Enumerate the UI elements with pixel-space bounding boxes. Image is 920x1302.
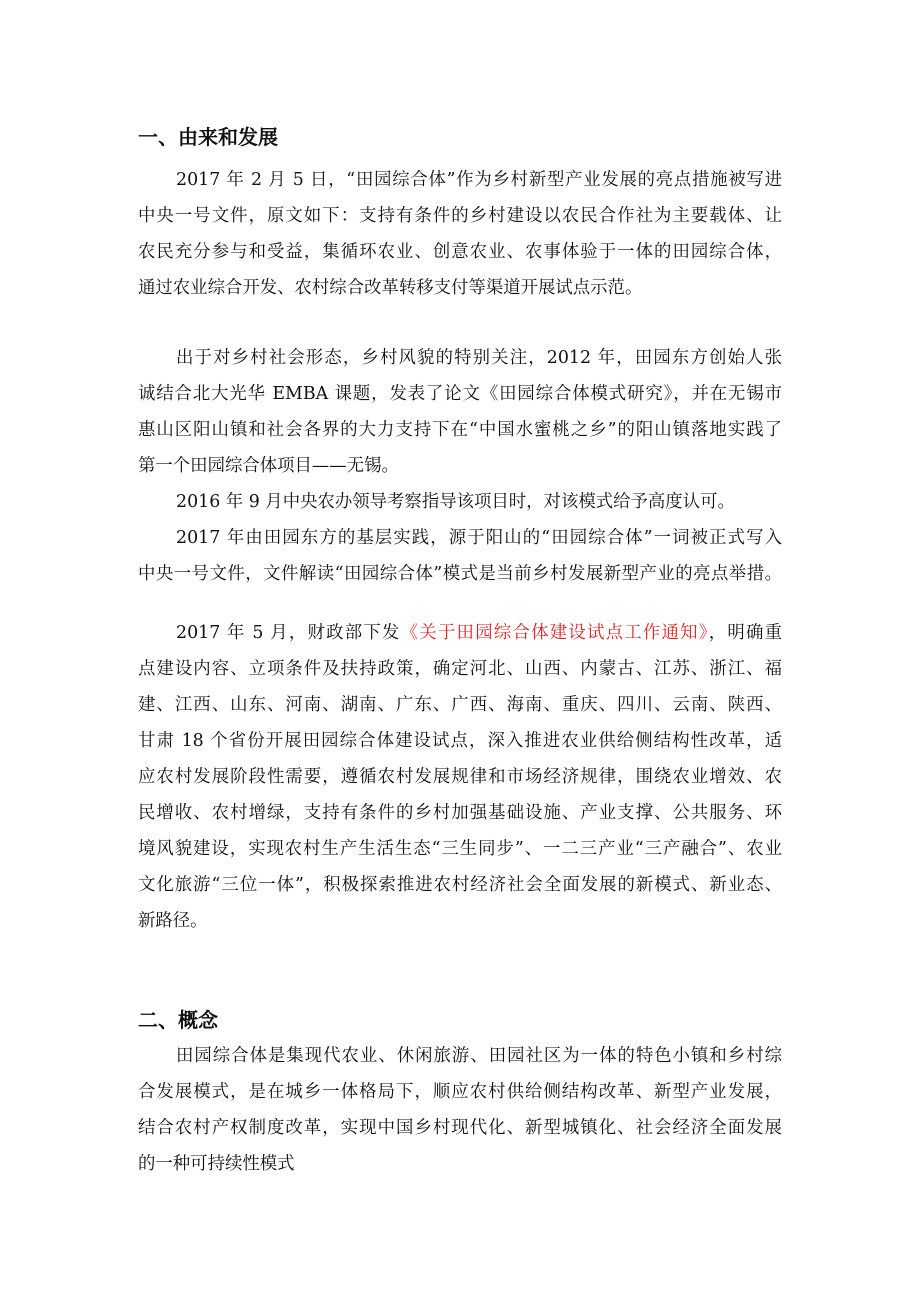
text-line: 甘肃 18 个省份开展田园综合体建设试点，深入推进农业供给侧结构性改革，适 <box>138 731 782 751</box>
text-segment: 2017 年 5 月，财政部下发 <box>176 623 401 643</box>
paragraph <box>138 340 782 484</box>
text-line <box>138 615 782 651</box>
text-line: 结合农村产权制度改革，实现中国乡村现代化、新型城镇化、社会经济全面发展 <box>138 1118 782 1138</box>
text-line: 2017 年 2 月 5 日，“田园综合体”作为乡村新型产业发展的亮点措施被写进 <box>176 170 782 190</box>
text-line: 惠山区阳山镇和社会各界的大力支持下在“中国水蜜桃之乡”的阳山镇落地实践了 <box>138 420 782 440</box>
text-line: 第一个田园综合体项目——无锡。 <box>138 456 399 476</box>
text-line: 点建设内容、立项条件及扶持政策，确定河北、山西、内蒙古、江苏、浙江、福 <box>138 659 782 679</box>
text-line: 境风貌建设，实现农村生产生活生态“三生同步”、一二三产业“三产融合”、农业 <box>138 839 782 859</box>
paragraph <box>138 615 782 939</box>
text-line: 诚结合北大光华 EMBA 课题，发表了论文《田园综合体模式研究》，并在无锡市 <box>138 384 782 404</box>
notice-title-link[interactable]: 《关于田园综合体建设试点工作通知》 <box>400 623 709 643</box>
text-line: 建、江西、山东、河南、湖南、广东、广西、海南、重庆、四川、云南、陕西、 <box>138 695 782 715</box>
document-body <box>138 119 782 1182</box>
text-line: 文化旅游“三位一体”，积极探索推进农村经济社会全面发展的新模式、新业态、 <box>138 875 782 895</box>
text-line: 通过农业综合开发、农村综合改革转移支付等渠道开展试点示范。 <box>138 278 643 298</box>
text-line: 新路径。 <box>138 911 208 931</box>
text-line: 民增收、农村增绿，支持有条件的乡村加强基础设施、产业支撑、公共服务、环 <box>138 803 782 823</box>
text-line: 2017 年由田园东方的基层实践，源于阳山的“田园综合体”一词被正式写入 <box>176 528 782 548</box>
paragraph <box>138 1038 782 1182</box>
text-line: 的一种可持续性模式 <box>138 1154 295 1174</box>
text-line: 中央一号文件，文件解读“田园综合体”模式是当前乡村发展新型产业的亮点举措。 <box>138 564 782 584</box>
text-line: 应农村发展阶段性需要，遵循农村发展规律和市场经济规律，围绕农业增效、农 <box>138 767 782 787</box>
text-line: 合发展模式，是在城乡一体格局下，顺应农村供给侧结构改革、新型产业发展， <box>138 1082 782 1102</box>
paragraph <box>138 520 782 592</box>
section-heading: 一、由来和发展 <box>138 125 278 149</box>
text-segment: ，明确重 <box>708 623 782 643</box>
paragraph <box>138 484 782 520</box>
text-line: 出于对乡村社会形态，乡村风貌的特别关注，2012 年，田园东方创始人张 <box>176 348 782 368</box>
text-line: 田园综合体是集现代农业、休闲旅游、田园社区为一体的特色小镇和乡村综 <box>176 1046 782 1066</box>
section-heading: 二、概念 <box>138 1008 218 1032</box>
text-line: 中央一号文件，原文如下：支持有条件的乡村建设以农民合作社为主要载体、让 <box>138 206 782 226</box>
paragraph <box>138 162 782 306</box>
text-line: 2016 年 9 月中央农办领导考察指导该项目时，对该模式给予高度认可。 <box>176 492 735 512</box>
text-line: 农民充分参与和受益，集循环农业、创意农业、农事体验于一体的田园综合体， <box>138 242 782 262</box>
